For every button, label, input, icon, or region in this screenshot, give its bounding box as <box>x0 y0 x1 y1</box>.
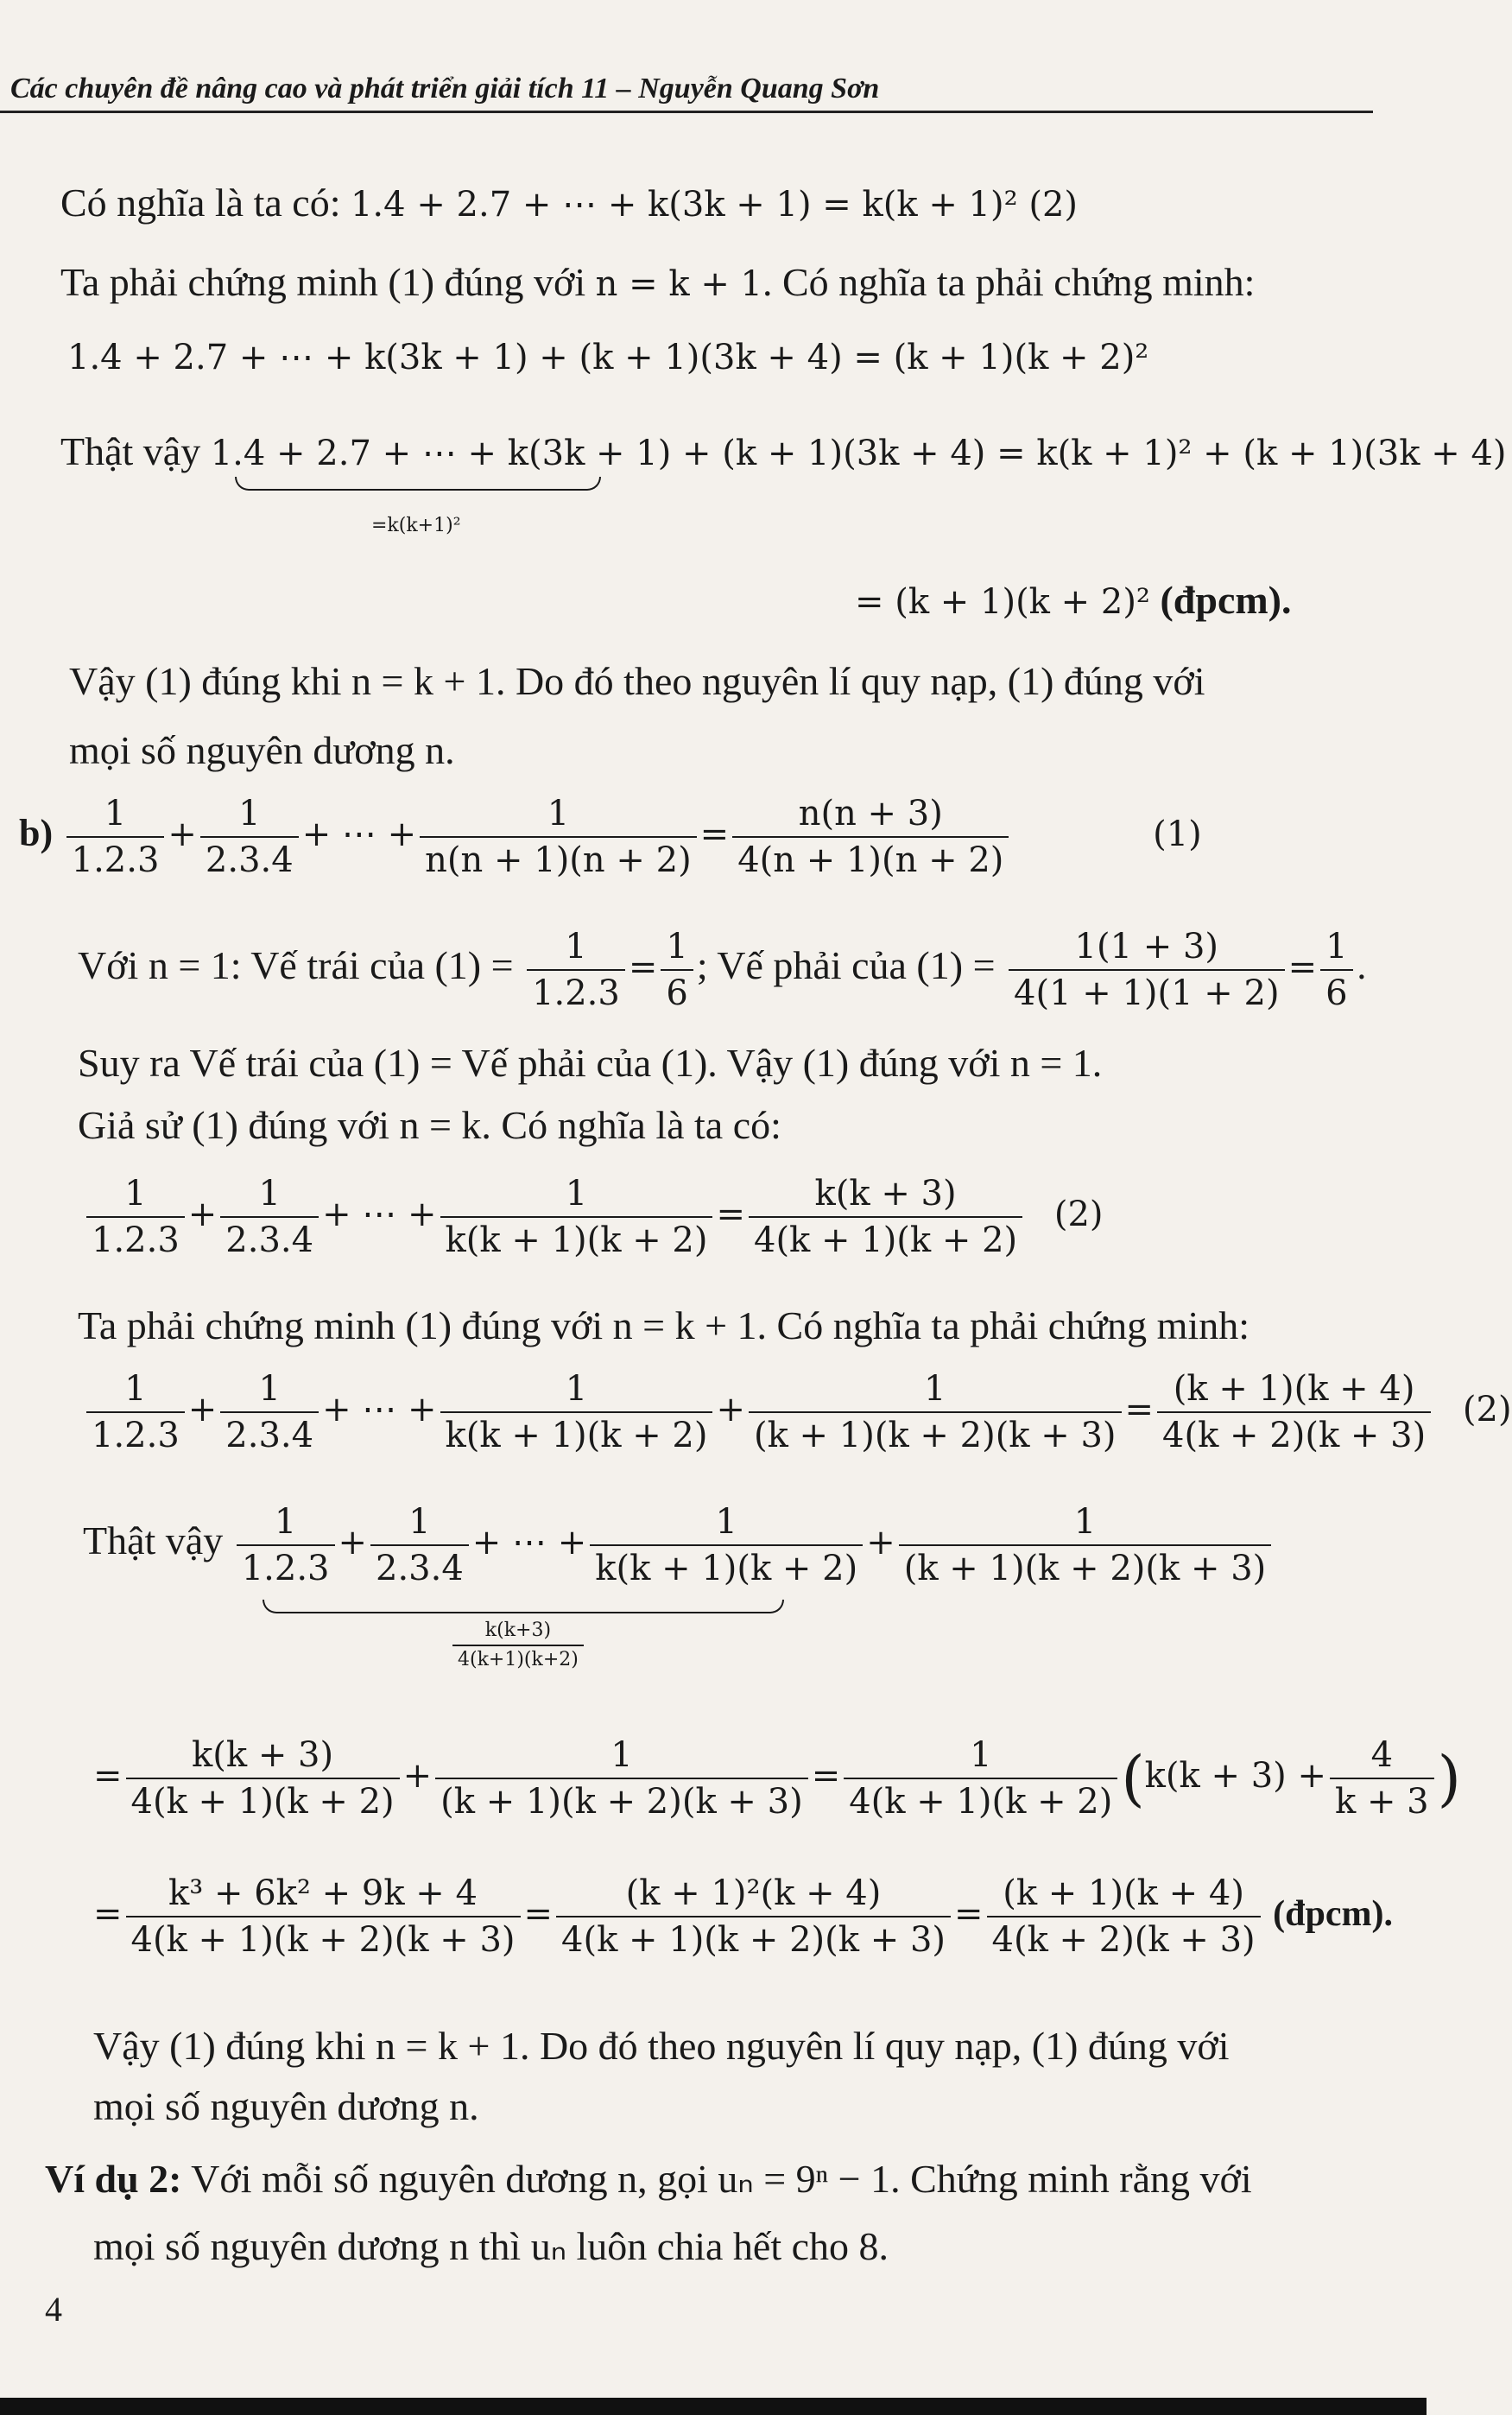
target-equation: $\frac{1}{1.2.3}$ + $\frac{1}{2.3.4}$ + ⋯ + $\frac{1}{k(k + 1)(k + 2)}$ + $\frac{1}{(k + 1)(k + 2)(k + 3)}$ = $\frac{(k + 1)(k + 4)}{4(k + 2)(k + 3)}$ (2) <box>83 1370 1512 1455</box>
step-equation-2: = $\frac{\text{k³ + 6k² + 9k + 4}}{4(k + 1)(k + 2)(k + 3)}$ = $\frac{\text{(k + 1)²(k + 4)}}{4(k + 1)(k + 2)(k + 3)}$ = $\frac{(k + 1)(k + 4)}{4(k + 2)(k + 3)}$ (đpcm). <box>93 1873 1393 1960</box>
underbrace <box>263 1600 784 1613</box>
fraction: $\frac{\text{(k + 1)²(k + 4)}}{4(k + 1)(k + 2)(k + 3)}$ <box>556 1874 951 1959</box>
fraction: $\frac{1}{6}$ <box>1320 928 1352 1012</box>
fraction: $\frac{1}{k(k + 1)(k + 2)}$ <box>590 1503 863 1588</box>
assume-line: Giả sử (1) đúng với n = k. Có nghĩa là ta có: <box>78 1103 781 1147</box>
line-qed <box>855 580 1292 620</box>
fraction: $\frac{n(n + 3)}{4(n + 1)(n + 2)}$ <box>732 795 1009 879</box>
fraction: $\frac{1(1 + 3)}{4(1 + 1)(1 + 2)}$ <box>1009 928 1285 1012</box>
page-number: 4 <box>45 2290 62 2329</box>
line-must-prove <box>60 260 1256 304</box>
fraction: $\frac{1}{6}$ <box>661 928 693 1012</box>
underbrace-label: =k(k+1)² <box>371 515 461 536</box>
equation-tag: (1) <box>1153 815 1202 854</box>
fraction: $\frac{1}{2.3.4}$ <box>370 1503 469 1588</box>
formula: + (k + 1)(3k + 4) = k(k + 1)² + (k + 1)(3k + 4) <box>671 434 1507 473</box>
example-2-line-2: mọi số nguyên dương n thì uₙ luôn chia hết cho 8. <box>93 2224 889 2268</box>
equation-tag: (2) <box>1462 1390 1512 1429</box>
fraction: $\frac{1}{2.3.4}$ <box>220 1175 319 1259</box>
fraction: $\frac{(k + 1)(k + 4)}{4(k + 2)(k + 3)}$ <box>987 1874 1261 1959</box>
step-equation-1: = $\frac{k(k + 3)}{4(k + 1)(k + 2)}$ + $\frac{1}{(k + 1)(k + 2)(k + 3)}$ = $\frac{1}{4(k + 1)(k + 2)}$ (k(k + 3) + $\frac{4}{k + 3}$ ) <box>93 1735 1461 1822</box>
fraction: $\frac{4}{k + 3}$ <box>1330 1736 1434 1821</box>
text: Thật vậy <box>60 429 211 473</box>
fraction: $\frac{1}{(k + 1)(k + 2)(k + 3)}$ <box>435 1736 808 1821</box>
formula: = (k + 1)(k + 2)² <box>855 582 1150 622</box>
part-b-equation <box>19 795 1202 879</box>
fraction: $\frac{1}{1.2.3}$ <box>237 1503 335 1588</box>
underbrace-label <box>449 1620 587 1670</box>
fraction: $\frac{1}{n(n + 1)(n + 2)}$ <box>420 795 697 879</box>
formula: 1.4 + 2.7 + ⋯ + k(3k + 1) = k(k + 1)² (2) <box>350 185 1079 225</box>
hypothesis-equation: $\frac{1}{1.2.3}$ + $\frac{1}{2.3.4}$ + ⋯ + $\frac{1}{k(k + 1)(k + 2)}$ = $\frac{k(k + 3)}{4(k + 1)(k + 2)}$ (2) <box>83 1175 1104 1259</box>
underbrace <box>235 477 601 491</box>
running-header: Các chuyên đề nâng cao và phát triển giải tích 11 – Nguyễn Quang Sơn <box>10 73 880 105</box>
fraction: $\frac{k(k+3)}{4(k+1)(k+2)}$ <box>452 1620 584 1670</box>
conclusion-line-1: Vậy (1) đúng khi n = k + 1. Do đó theo nguyên lí quy nạp, (1) đúng với <box>69 659 1205 703</box>
equation-tag: (2) <box>1053 1195 1104 1234</box>
conclusion-line-2: mọi số nguyên dương n. <box>69 728 455 772</box>
example-2-line-1: Ví dụ 2: Với mỗi số nguyên dương n, gọi uₙ = 9ⁿ − 1. Chứng minh rằng với <box>45 2157 1252 2201</box>
fraction: $\frac{k(k + 3)}{4(k + 1)(k + 2)}$ <box>749 1175 1022 1259</box>
example-label: Ví dụ 2: <box>45 2157 182 2201</box>
fraction: $\frac{1}{(k + 1)(k + 2)(k + 3)}$ <box>749 1370 1122 1455</box>
fraction: $\frac{1}{1.2.3}$ <box>527 928 625 1012</box>
text: Ta phải chứng minh (1) đúng với <box>60 260 596 304</box>
text: . Có nghĩa ta phải chứng minh: <box>762 260 1256 304</box>
qed-text: (đpcm). <box>1149 578 1292 622</box>
fraction: $\frac{\text{k³ + 6k² + 9k + 4}}{4(k + 1)(k + 2)(k + 3)}$ <box>126 1874 521 1959</box>
fraction: $\frac{1}{k(k + 1)(k + 2)}$ <box>440 1175 713 1259</box>
line-induction-hypothesis <box>60 183 1078 223</box>
fraction: $\frac{1}{2.3.4}$ <box>200 795 299 879</box>
line-proof <box>60 429 1507 473</box>
fraction: $\frac{1}{1.2.3}$ <box>66 795 165 879</box>
fraction: $\frac{1}{4(k + 1)(k + 2)}$ <box>844 1736 1117 1821</box>
equation: $\frac{1}{1.2.3}$ + $\frac{1}{2.3.4}$ + ⋯ + $\frac{1}{n(n + 1)(n + 2)}$ = $\frac{n(n + 3)}{4(n + 1)(n + 2)}$ <box>63 815 1023 854</box>
bottom-edge-bar <box>0 2398 1427 2415</box>
fraction: $\frac{1}{1.2.3}$ <box>86 1175 185 1259</box>
header-rule <box>0 111 1373 113</box>
conclusion-b-line-1: Vậy (1) đúng khi n = k + 1. Do đó theo nguyên lí quy nạp, (1) đúng với <box>93 2024 1230 2068</box>
formula-target: 1.4 + 2.7 + ⋯ + k(3k + 1) + (k + 1)(3k + 4) = (k + 1)(k + 2)² <box>67 338 1149 377</box>
base-case-conclusion: Suy ra Vế trái của (1) = Vế phải của (1). Vậy (1) đúng với n = 1. <box>78 1041 1103 1085</box>
formula-underbraced: 1.4 + 2.7 + ⋯ + k(3k + 1) <box>210 434 672 473</box>
part-b-label: b) <box>19 812 54 854</box>
fraction: $\frac{1}{1.2.3}$ <box>86 1370 185 1455</box>
proof-line: Thật vậy $\frac{1}{1.2.3}$ + $\frac{1}{2.3.4}$ + ⋯ + $\frac{1}{k(k + 1)(k + 2)}$ + $\frac{1}{(k + 1)(k + 2)(k + 3)}$ <box>83 1503 1275 1588</box>
conclusion-b-line-2: mọi số nguyên dương n. <box>93 2084 479 2128</box>
fraction: $\frac{k(k + 3)}{4(k + 1)(k + 2)}$ <box>126 1736 400 1821</box>
fraction: $\frac{1}{k(k + 1)(k + 2)}$ <box>440 1370 713 1455</box>
base-case-line: Với n = 1: Vế trái của (1) = $\frac{1}{1.2.3}$ = $\frac{1}{6}$ ; Vế phải của (1) = $\frac{1(1 + 3)}{4(1 + 1)(1 + 2)}$ = $\frac{1}{6}$ . <box>78 927 1368 1013</box>
text: Có nghĩa là ta có: <box>60 181 351 225</box>
fraction: $\frac{1}{2.3.4}$ <box>220 1370 319 1455</box>
fraction: $\frac{(k + 1)(k + 4)}{4(k + 2)(k + 3)}$ <box>1157 1370 1431 1455</box>
formula: n = k + 1 <box>595 264 762 304</box>
fraction: $\frac{1}{(k + 1)(k + 2)(k + 3)}$ <box>899 1503 1272 1588</box>
must-prove-line: Ta phải chứng minh (1) đúng với n = k + 1. Có nghĩa ta phải chứng minh: <box>78 1303 1249 1347</box>
